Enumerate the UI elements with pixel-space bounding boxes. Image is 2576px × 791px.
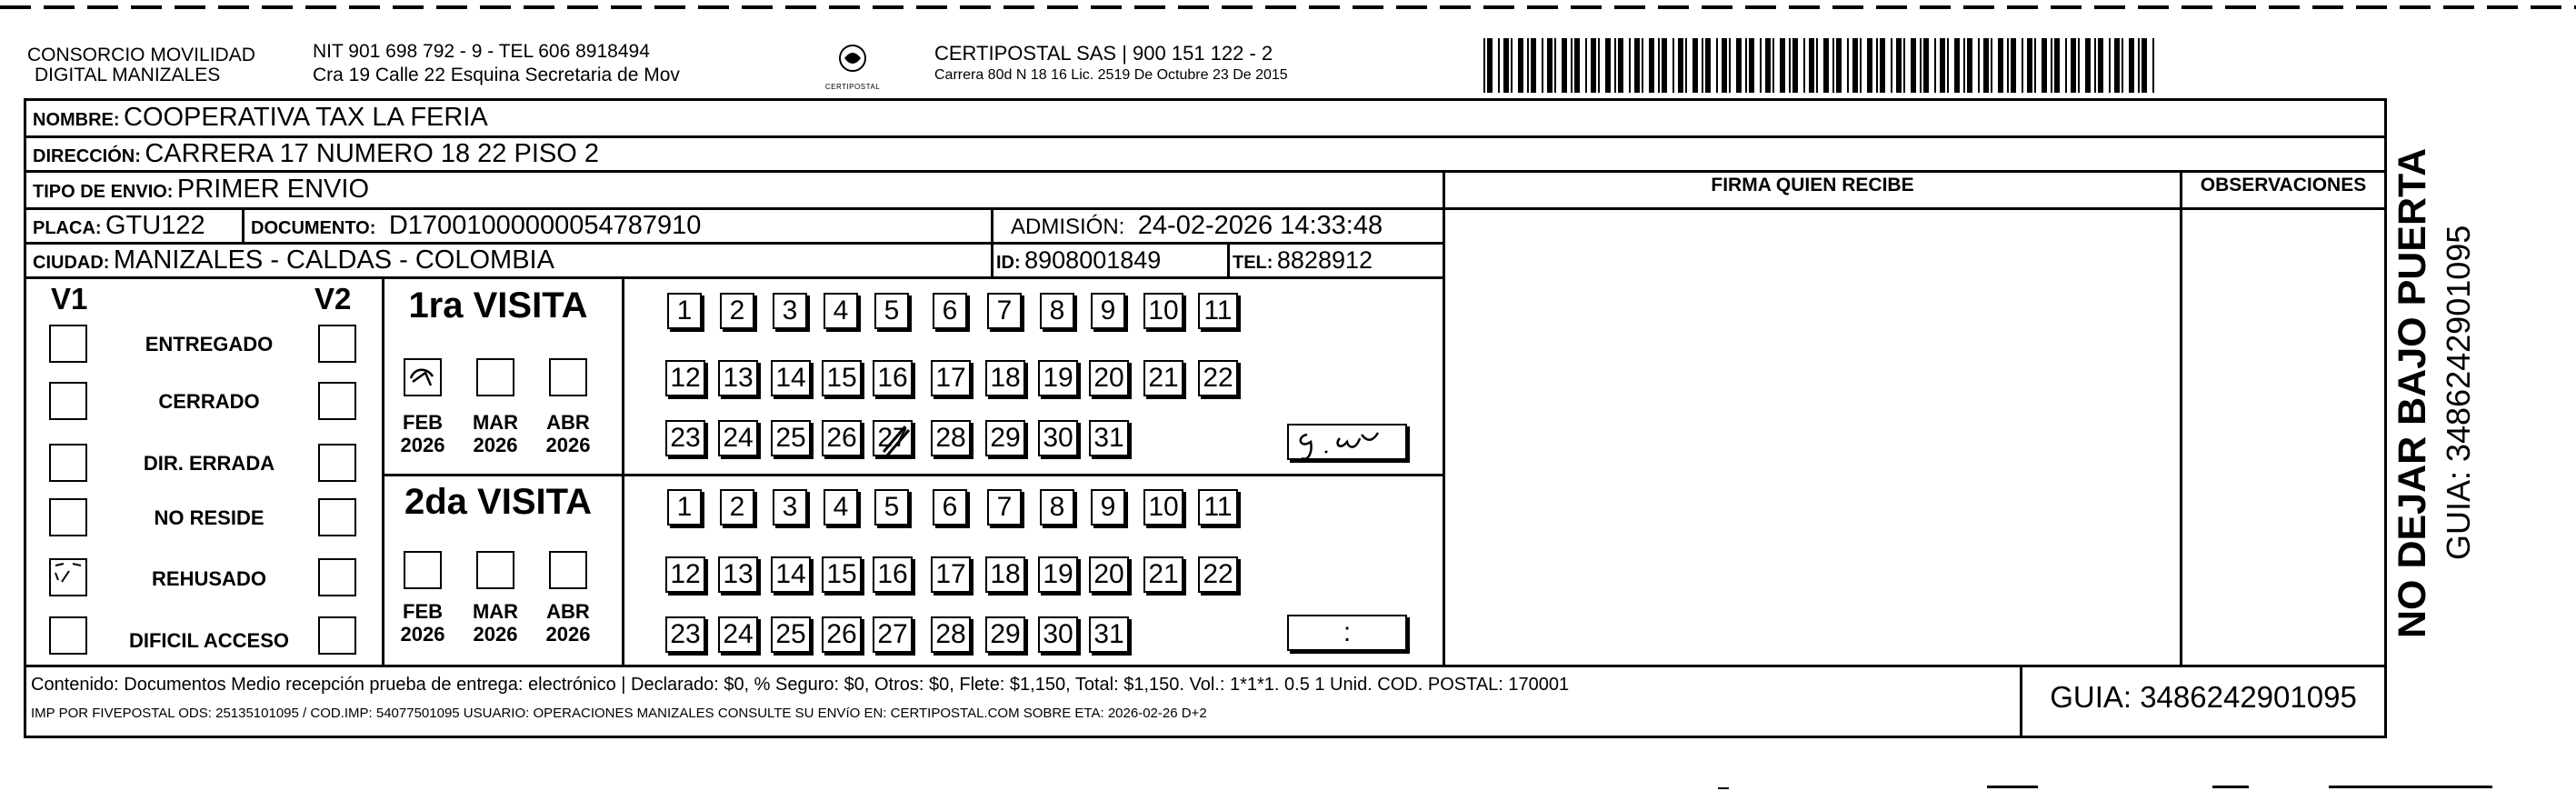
barcode-bar xyxy=(1789,38,1791,93)
day-26-slash-mark xyxy=(878,421,914,459)
option-entregado-label: ENTREGADO xyxy=(145,333,274,355)
first-visit-day-4[interactable]: 4 xyxy=(824,293,858,329)
footer-content-line: Contenido: Documentos Medio recepción prueba de entrega: electrónico | Declarado: $0, % Seguro: $0, Otros: $0, Flete: $1,150, Total: $1,150. Vol.: 1*1*1. 0.5 1 Unid. COD. POSTAL: 170001 xyxy=(31,675,1570,695)
second-visit-day-31[interactable]: 31 xyxy=(1089,616,1129,653)
barcode-bar xyxy=(1722,38,1727,93)
second-visit-day-22[interactable]: 22 xyxy=(1198,556,1238,593)
barcode-bar xyxy=(1649,38,1654,93)
first-visit-abr-checkbox[interactable] xyxy=(549,358,587,396)
company-name-line2: DIGITAL MANIZALES xyxy=(35,65,221,85)
v1-entregado-checkbox[interactable] xyxy=(49,325,87,363)
first-visit-day-11[interactable]: 11 xyxy=(1198,293,1238,329)
option-cerrado-label: CERRADO xyxy=(158,390,260,413)
barcode-bar xyxy=(2071,38,2076,93)
checkmark-icon xyxy=(51,560,85,595)
footer-guia: GUIA: 3486242901095 xyxy=(2050,680,2357,714)
barcode-bar xyxy=(2007,38,2009,93)
barcode-bar xyxy=(1749,38,1754,93)
barcode-bar xyxy=(1852,38,1858,93)
nombre-label: NOMBRE: xyxy=(33,110,120,130)
barcode-bar xyxy=(1832,38,1834,93)
v2-cerrado-checkbox[interactable] xyxy=(318,382,356,420)
barcode-bar xyxy=(1954,38,1960,93)
tipo-envio-label: TIPO DE ENVIO: xyxy=(33,182,174,202)
barcode-bar xyxy=(2085,38,2091,93)
tipo-envio-value: PRIMER ENVIO xyxy=(176,175,370,204)
second-visit-month-feb: FEB 2026 xyxy=(400,600,445,646)
barcode-bar xyxy=(1923,38,1929,93)
v1-no-reside-checkbox[interactable] xyxy=(49,498,87,536)
barcode-bar xyxy=(1542,38,1543,93)
barcode-bar xyxy=(1792,38,1798,93)
barcode-bar xyxy=(1991,38,1992,93)
barcode-bar xyxy=(1911,38,1916,93)
barcode-bar xyxy=(1934,38,1936,93)
second-visit-day-16[interactable]: 16 xyxy=(873,556,913,593)
barcode-bar xyxy=(1920,38,1922,93)
barcode-bar xyxy=(1614,38,1616,93)
barcode-bar xyxy=(1940,38,1945,93)
barcode-bar xyxy=(2142,38,2147,93)
handwritten-time-mark xyxy=(1289,426,1405,458)
barcode-bar xyxy=(1503,38,1509,93)
barcode-bar xyxy=(1629,38,1631,93)
carrier-name: CERTIPOSTAL SAS | 900 151 122 - 2 xyxy=(934,42,1273,65)
first-visit-day-27[interactable]: 27 xyxy=(873,420,913,456)
barcode-bar xyxy=(1876,38,1878,93)
second-visit-day-18[interactable]: 18 xyxy=(985,556,1025,593)
barcode-bar xyxy=(1605,38,1611,93)
v2-dificil-acceso-checkbox[interactable] xyxy=(318,616,356,655)
admision-label: ADMISIÓN: xyxy=(1011,215,1125,239)
v1-rehusado-checkbox[interactable] xyxy=(49,558,87,596)
barcode-bar xyxy=(1554,38,1556,93)
barcode-bar xyxy=(1963,38,1965,93)
second-visit-day-14[interactable]: 14 xyxy=(771,556,811,593)
first-visit-day-9[interactable]: 9 xyxy=(1091,293,1125,329)
company-nit: NIT 901 698 792 - 9 - TEL 606 8918494 xyxy=(313,41,650,62)
barcode-bar xyxy=(1867,38,1872,93)
tipo-envio-row xyxy=(33,173,369,210)
barcode-bar xyxy=(1518,38,1523,93)
barcode-bar xyxy=(2109,38,2111,93)
second-visit-day-27[interactable]: 27 xyxy=(873,616,913,653)
first-visit-day-29[interactable]: 29 xyxy=(985,420,1025,456)
second-visit-day-17[interactable]: 17 xyxy=(931,556,971,593)
barcode-bar xyxy=(2122,38,2123,93)
first-visit-day-24[interactable]: 24 xyxy=(718,420,758,456)
v1-dir-errada-checkbox[interactable] xyxy=(49,444,87,482)
barcode-bar xyxy=(1685,38,1687,93)
first-visit-day-16[interactable]: 16 xyxy=(873,360,913,396)
second-visit-day-15[interactable]: 15 xyxy=(822,556,862,593)
company-name-line1: CONSORCIO MOVILIDAD xyxy=(27,45,255,65)
barcode-bar xyxy=(2022,38,2023,93)
certipostal-logo-icon xyxy=(814,42,891,78)
barcode-bar xyxy=(1809,38,1814,93)
barcode-bar xyxy=(1803,38,1805,93)
second-visit-day-25[interactable]: 25 xyxy=(771,616,811,653)
barcode-bar xyxy=(1760,38,1762,93)
barcode-bar xyxy=(1618,38,1623,93)
barcode-bar xyxy=(1598,38,1600,93)
barcode-bar xyxy=(1983,38,1989,93)
first-visit-day-17[interactable]: 17 xyxy=(931,360,971,396)
checkmark-icon xyxy=(405,360,440,395)
barcode-bar xyxy=(1678,38,1683,93)
barcode xyxy=(1483,38,2158,93)
first-visit-time-box[interactable] xyxy=(1287,424,1407,460)
second-visit-day-24[interactable]: 24 xyxy=(718,616,758,653)
admision-value: 24-02-2026 14:33:48 xyxy=(1137,211,1383,240)
second-visit-day-13[interactable]: 13 xyxy=(718,556,758,593)
barcode-bar xyxy=(2129,38,2134,93)
second-visit-day-10[interactable]: 10 xyxy=(1143,489,1183,526)
first-visit-day-3[interactable]: 3 xyxy=(773,293,807,329)
barcode-bar xyxy=(2098,38,2103,93)
second-visit-day-28[interactable]: 28 xyxy=(931,616,971,653)
id-label: ID: xyxy=(996,253,1021,273)
barcode-bar xyxy=(1702,38,1703,93)
first-visit-day-7[interactable]: 7 xyxy=(987,293,1022,329)
first-visit-day-22[interactable]: 22 xyxy=(1198,360,1238,396)
barcode-bar xyxy=(1531,38,1536,93)
first-visit-day-14[interactable]: 14 xyxy=(771,360,811,396)
v1-label: V1 xyxy=(51,282,88,315)
barcode-bar xyxy=(1780,38,1785,93)
first-visit-month-mar: MAR 2026 xyxy=(472,411,519,456)
second-visit-title: 2da VISITA xyxy=(404,482,592,522)
first-visit-day-20[interactable]: 20 xyxy=(1089,360,1129,396)
first-visit-day-31[interactable]: 31 xyxy=(1089,420,1129,456)
admision-row xyxy=(1011,209,1383,246)
barcode-bar xyxy=(1483,38,1485,93)
barcode-bar xyxy=(1692,38,1698,93)
v2-label: V2 xyxy=(315,282,352,315)
barcode-bar xyxy=(2034,38,2036,93)
barcode-bar xyxy=(1487,38,1493,93)
barcode-bar xyxy=(1547,38,1553,93)
top-dashed-rule xyxy=(0,5,2576,9)
barcode-bar xyxy=(1591,38,1596,93)
first-visit-day-8[interactable]: 8 xyxy=(1040,293,1074,329)
first-visit-day-30[interactable]: 30 xyxy=(1038,420,1078,456)
barcode-bar xyxy=(1562,38,1567,93)
barcode-bar xyxy=(2042,38,2047,93)
documento-label: DOCUMENTO: xyxy=(251,218,376,238)
barcode-bar xyxy=(2114,38,2120,93)
first-visit-day-18[interactable]: 18 xyxy=(985,360,1025,396)
direccion-label: DIRECCIÓN: xyxy=(33,146,141,166)
barcode-bar xyxy=(1585,38,1587,93)
barcode-bar xyxy=(1998,38,2003,93)
first-visit-feb-checkbox[interactable] xyxy=(404,358,442,396)
first-visit-day-25[interactable]: 25 xyxy=(771,420,811,456)
barcode-bar xyxy=(1705,38,1711,93)
second-visit-day-3[interactable]: 3 xyxy=(773,489,807,526)
barcode-bar xyxy=(1978,38,1980,93)
barcode-bar xyxy=(1571,38,1573,93)
documento-value: D17001000000054787910 xyxy=(388,211,702,240)
second-visit-abr-checkbox[interactable] xyxy=(549,551,587,589)
first-visit-month-feb: FEB 2026 xyxy=(400,411,445,456)
barcode-bar xyxy=(1498,38,1500,93)
second-visit-day-21[interactable]: 21 xyxy=(1143,556,1183,593)
barcode-bar xyxy=(1511,38,1513,93)
barcode-bar xyxy=(1765,38,1771,93)
first-visit-day-1[interactable]: 1 xyxy=(667,293,702,329)
second-visit-day-4[interactable]: 4 xyxy=(824,489,858,526)
barcode-bar xyxy=(1903,38,1905,93)
first-visit-day-12[interactable]: 12 xyxy=(665,360,705,396)
barcode-bar xyxy=(2054,38,2060,93)
barcode-bar xyxy=(1642,38,1643,93)
observaciones-header: OBSERVACIONES xyxy=(2200,175,2367,195)
placa-row xyxy=(33,209,205,246)
first-visit-day-13[interactable]: 13 xyxy=(718,360,758,396)
ciudad-value: MANIZALES - CALDAS - COLOMBIA xyxy=(113,245,554,275)
option-dir-errada-label: DIR. ERRADA xyxy=(143,452,275,475)
barcode-bar xyxy=(1672,38,1674,93)
barcode-bar xyxy=(1860,38,1862,93)
direccion-row xyxy=(33,137,599,175)
barcode-bar xyxy=(1574,38,1580,93)
barcode-bar xyxy=(1662,38,1667,93)
second-visit-day-19[interactable]: 19 xyxy=(1038,556,1078,593)
tel-row xyxy=(1233,244,1373,281)
second-visit-month-mar: MAR 2026 xyxy=(472,600,519,646)
ciudad-label: CIUDAD: xyxy=(33,253,110,273)
first-visit-day-10[interactable]: 10 xyxy=(1143,293,1183,329)
option-no-reside-label: NO RESIDE xyxy=(154,506,265,529)
firma-header: FIRMA QUIEN RECIBE xyxy=(1711,175,1914,195)
barcode-bar xyxy=(1634,38,1640,93)
barcode-bar xyxy=(2138,38,2140,93)
barcode-bar xyxy=(2027,38,2032,93)
first-visit-day-28[interactable]: 28 xyxy=(931,420,971,456)
first-visit-day-26[interactable]: 26 xyxy=(822,420,862,456)
id-value: 8908001849 xyxy=(1024,246,1162,274)
second-visit-time-box[interactable]: : xyxy=(1287,615,1407,651)
barcode-bar xyxy=(1967,38,1972,93)
second-visit-day-6[interactable]: 6 xyxy=(933,489,967,526)
first-visit-mar-checkbox[interactable] xyxy=(476,358,514,396)
barcode-bar xyxy=(1847,38,1849,93)
barcode-bar xyxy=(1729,38,1731,93)
barcode-bar xyxy=(2094,38,2096,93)
second-visit-day-12[interactable]: 12 xyxy=(665,556,705,593)
first-visit-title: 1ra VISITA xyxy=(408,285,588,325)
barcode-bar xyxy=(2051,38,2052,93)
second-visit-day-20[interactable]: 20 xyxy=(1089,556,1129,593)
option-rehusado-label: REHUSADO xyxy=(152,567,266,590)
second-visit-day-26[interactable]: 26 xyxy=(822,616,862,653)
first-visit-day-5[interactable]: 5 xyxy=(874,293,909,329)
barcode-bar xyxy=(1896,38,1902,93)
v2-rehusado-checkbox[interactable] xyxy=(318,558,356,596)
placa-label: PLACA: xyxy=(33,218,102,238)
side-guia: GUIA: 3486242901095 xyxy=(2440,225,2477,560)
first-visit-day-15[interactable]: 15 xyxy=(822,360,862,396)
barcode-bar xyxy=(1816,38,1818,93)
second-visit-day-29[interactable]: 29 xyxy=(985,616,1025,653)
first-visit-month-abr: ABR 2026 xyxy=(545,411,591,456)
second-visit-day-5[interactable]: 5 xyxy=(874,489,909,526)
barcode-bar xyxy=(1772,38,1774,93)
second-visit-day-9[interactable]: 9 xyxy=(1091,489,1125,526)
second-visit-day-30[interactable]: 30 xyxy=(1038,616,1078,653)
second-visit-day-8[interactable]: 8 xyxy=(1040,489,1074,526)
id-row xyxy=(996,244,1161,281)
barcode-bar xyxy=(1836,38,1842,93)
first-visit-day-6[interactable]: 6 xyxy=(933,293,967,329)
barcode-bar xyxy=(1527,38,1529,93)
barcode-bar xyxy=(2011,38,2016,93)
first-visit-day-21[interactable]: 21 xyxy=(1143,360,1183,396)
placa-value: GTU122 xyxy=(105,211,205,240)
barcode-bar xyxy=(2152,38,2154,93)
tel-value: 8828912 xyxy=(1276,246,1373,274)
barcode-bar xyxy=(2078,38,2080,93)
barcode-bar xyxy=(1716,38,1718,93)
ciudad-row xyxy=(33,244,554,281)
second-visit-month-abr: ABR 2026 xyxy=(545,600,591,646)
first-visit-day-19[interactable]: 19 xyxy=(1038,360,1078,396)
certipostal-logo-text: CERTIPOSTAL xyxy=(824,83,881,91)
v2-entregado-checkbox[interactable] xyxy=(318,325,356,363)
second-visit-day-11[interactable]: 11 xyxy=(1198,489,1238,526)
v2-no-reside-checkbox[interactable] xyxy=(318,498,356,536)
second-visit-day-2[interactable]: 2 xyxy=(720,489,754,526)
v1-dificil-acceso-checkbox[interactable] xyxy=(49,616,87,655)
second-visit-day-23[interactable]: 23 xyxy=(665,616,705,653)
barcode-bar xyxy=(1880,38,1885,93)
second-visit-feb-checkbox[interactable] xyxy=(404,551,442,589)
barcode-bar xyxy=(1736,38,1742,93)
tel-label: TEL: xyxy=(1233,253,1273,273)
barcode-bar xyxy=(1947,38,1949,93)
barcode-bar xyxy=(1658,38,1660,93)
documento-row xyxy=(251,209,701,246)
option-dificil-acceso-label: DIFICIL ACCESO xyxy=(128,629,289,652)
direccion-value: CARRERA 17 NUMERO 18 22 PISO 2 xyxy=(145,139,599,168)
barcode-bar xyxy=(1745,38,1747,93)
barcode-bar xyxy=(2065,38,2067,93)
first-visit-day-2[interactable]: 2 xyxy=(720,293,754,329)
company-address: Cra 19 Calle 22 Esquina Secretaria de Mov xyxy=(313,65,680,85)
second-visit-day-1[interactable]: 1 xyxy=(667,489,702,526)
second-visit-day-7[interactable]: 7 xyxy=(987,489,1022,526)
first-visit-day-23[interactable]: 23 xyxy=(665,420,705,456)
v1-cerrado-checkbox[interactable] xyxy=(49,382,87,420)
side-warning: NO DEJAR BAJO PUERTA xyxy=(2391,147,2434,638)
nombre-row xyxy=(33,101,488,138)
certipostal-logo xyxy=(814,42,891,96)
nombre-value: COOPERATIVA TAX LA FERIA xyxy=(124,103,488,132)
carrier-address: Carrera 80d N 18 16 Lic. 2519 De Octubre 23 De 2015 xyxy=(934,67,1288,83)
barcode-bar xyxy=(1823,38,1829,93)
footer-print-info-line: IMP POR FIVEPOSTAL ODS: 25135101095 / COD.IMP: 54077501095 USUARIO: OPERACIONES MANIZALES CONSULTE SU ENVíO EN: CERTIPOSTAL.COM SOBRE ETA: 2026-02-26 D+2 xyxy=(31,706,1207,721)
second-visit-mar-checkbox[interactable] xyxy=(476,551,514,589)
barcode-bar xyxy=(1891,38,1892,93)
v2-dir-errada-checkbox[interactable] xyxy=(318,444,356,482)
